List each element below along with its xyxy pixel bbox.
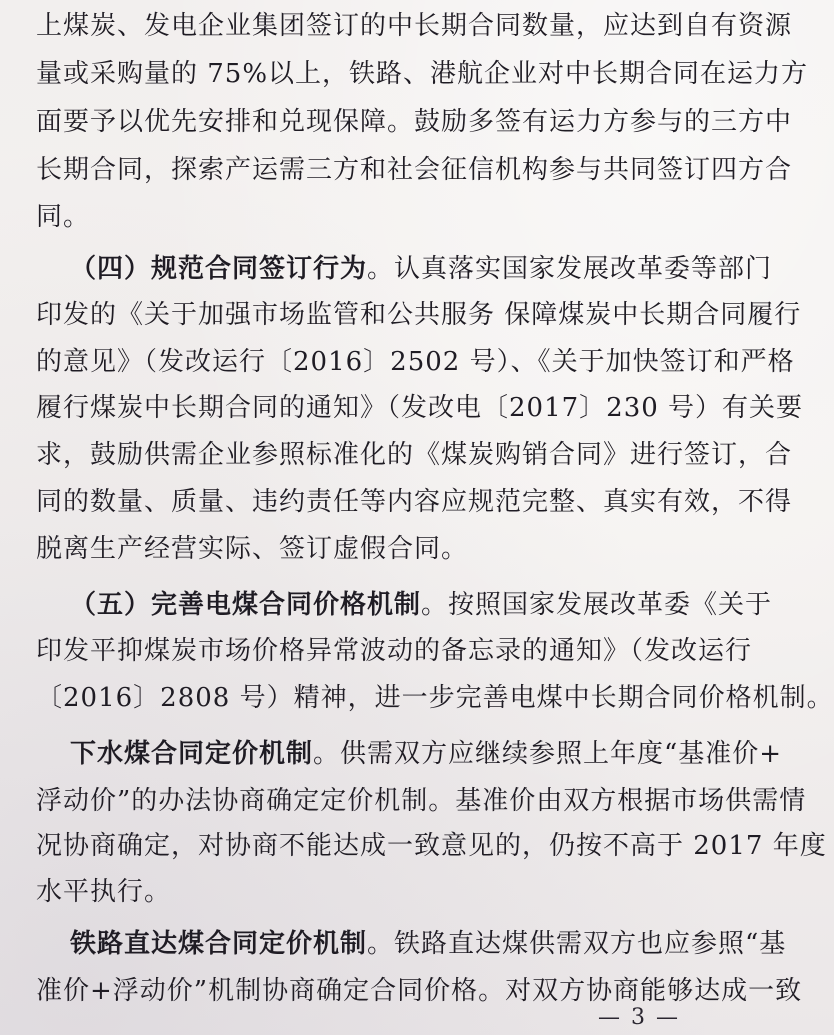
text-line-segment: 准价+浮动价”机制协商确定合同价格。对双方协商能够达成一致 [36, 976, 803, 1006]
text-line [70, 734, 783, 774]
text-line-segment: 。认真落实国家发展改革委等部门 [367, 254, 773, 284]
text-line [36, 781, 807, 821]
text-line-segment: 量或采购量的 75%以上，铁路、港航企业对中长期合同在运力方 [36, 59, 809, 89]
text-line [36, 631, 753, 671]
text-line-segment: 印发的《关于加强市场监管和公共服务 保障煤炭中长期合同履行 [36, 300, 802, 330]
text-line [70, 924, 787, 964]
text-line-segment: 同。 [36, 202, 91, 232]
text-line-segment: 履行煤炭中长期合同的通知》（发改电〔2017〕230 号）有关要 [36, 393, 804, 423]
text-line-segment: 上煤炭、发电企业集团签订的中长期合同数量，应达到自有资源 [36, 11, 793, 41]
text-line [36, 435, 793, 475]
text-line [36, 971, 803, 1011]
text-line [36, 6, 793, 46]
text-line-segment: 〔2016〕2808 号）精神，进一步完善电煤中长期合同价格机制。 [36, 683, 834, 713]
text-line-segment: 。铁路直达煤供需双方也应参照“基 [367, 929, 787, 959]
text-line [36, 150, 793, 190]
text-line-segment: 的意见》（发改运行〔2016〕2502 号）、《关于加快签订和严格 [36, 347, 795, 377]
text-line-heading: 下水煤合同定价机制 [70, 739, 314, 769]
text-line-heading: 铁路直达煤合同定价机制 [70, 929, 368, 959]
text-line [36, 342, 795, 382]
text-line [36, 54, 809, 94]
text-line-segment: 脱离生产经营实际、签订虚假合同。 [36, 534, 469, 564]
text-line-segment: 况协商确定，对协商不能达成一致意见的，仍按不高于 2017 年度 [36, 831, 827, 861]
text-line [70, 249, 773, 289]
text-line-segment: 浮动价”的办法协商确定定价机制。基准价由双方根据市场供需情 [36, 786, 807, 816]
text-line [36, 872, 696, 912]
text-line-heading: （五）完善电煤合同价格机制 [70, 590, 422, 620]
text-line-segment: 印发平抑煤炭市场价格异常波动的备忘录的通知》（发改运行 [36, 636, 753, 666]
text-line [36, 529, 696, 569]
text-line [36, 102, 793, 142]
text-line [36, 678, 834, 718]
text-line [36, 826, 827, 866]
text-line [36, 197, 696, 237]
text-line-segment: 。供需双方应继续参照上年度“基准价+ [313, 739, 783, 769]
text-line [36, 482, 793, 522]
text-line-segment: 同的数量、质量、违约责任等内容应规范完整、真实有效，不得 [36, 487, 793, 517]
text-line [70, 585, 773, 625]
text-line-segment: 面要予以优先安排和兑现保障。鼓励多签有运力方参与的三方中 [36, 107, 793, 137]
text-line-segment: 。按照国家发展改革委《关于 [421, 590, 773, 620]
text-line-heading: （四）规范合同签订行为 [70, 254, 368, 284]
text-line-segment: 长期合同，探索产运需三方和社会征信机构参与共同签订四方合 [36, 155, 793, 185]
text-line [36, 295, 802, 335]
page-number: — 3 — [598, 1005, 680, 1030]
text-line [36, 388, 804, 428]
text-line-segment: 求，鼓励供需企业参照标准化的《煤炭购销合同》进行签订，合 [36, 440, 793, 470]
text-line-segment: 水平执行。 [36, 877, 172, 907]
